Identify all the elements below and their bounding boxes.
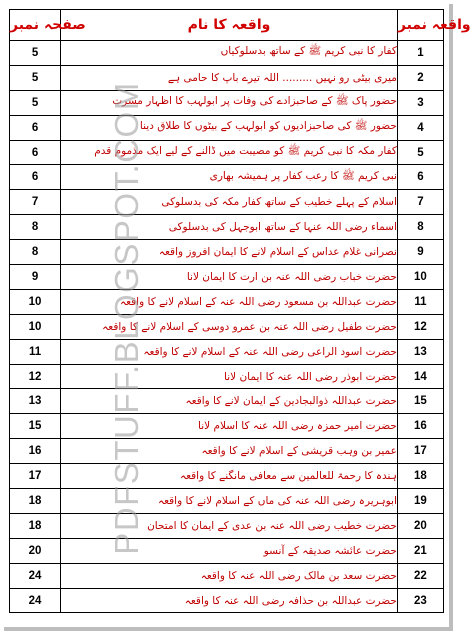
event-title-cell: ہندہ کا رحمۃ للعالمین سے معافی مانگنے کا واقعہ bbox=[61, 464, 398, 489]
page-number-cell: 8 bbox=[10, 240, 61, 265]
table-row bbox=[10, 563, 444, 588]
page-number-cell: 15 bbox=[10, 414, 61, 439]
page-number-cell: 16 bbox=[10, 439, 61, 464]
page-number-cell: 6 bbox=[10, 115, 61, 140]
event-title-cell: نبی کریم ﷺ کا رعب کفار پر ہمیشہ بھاری bbox=[61, 165, 398, 190]
event-number-cell: 23 bbox=[397, 588, 443, 613]
event-title-cell: حضرت خباب رضی اللہ عنہ بن ارت کا ایمان لانا bbox=[61, 265, 398, 290]
page-number-cell: 18 bbox=[10, 513, 61, 538]
table-row bbox=[10, 289, 444, 314]
event-number-cell: 13 bbox=[397, 339, 443, 364]
event-number-cell: 9 bbox=[397, 240, 443, 265]
page-number-cell: 5 bbox=[10, 41, 61, 66]
event-number-cell: 22 bbox=[397, 563, 443, 588]
table-row bbox=[10, 140, 444, 165]
event-number-cell: 19 bbox=[397, 489, 443, 514]
table-row bbox=[10, 389, 444, 414]
event-title-cell: حضرت طفیل رضی اللہ عنہ بن عمرو دوسی کے اسلام لانے کا واقعہ bbox=[61, 314, 398, 339]
page-number-cell: 10 bbox=[10, 289, 61, 314]
contents-table bbox=[9, 9, 471, 613]
page-number-cell: 10 bbox=[10, 314, 61, 339]
table-row bbox=[10, 41, 444, 66]
contents-body bbox=[10, 41, 444, 613]
event-number-cell: 2 bbox=[397, 65, 443, 90]
table-row bbox=[10, 364, 444, 389]
event-title-cell: اسلام کے پہلے خطیب کے ساتھ کفار مکہ کی بدسلوکی bbox=[61, 190, 398, 215]
event-title-cell: حضرت عبداللہ ذوالبجادین کے ایمان لانے کا واقعہ bbox=[61, 389, 398, 414]
table-row bbox=[10, 414, 444, 439]
event-number-cell: 8 bbox=[397, 215, 443, 240]
event-number-cell: 1 bbox=[397, 41, 443, 66]
page-number-cell: 5 bbox=[10, 90, 61, 115]
event-title-cell: کفار کا نبی کریم ﷺ کے ساتھ بدسلوکیاں bbox=[61, 41, 398, 66]
page-number-cell: 12 bbox=[10, 364, 61, 389]
table-row bbox=[10, 513, 444, 538]
event-number-cell: 14 bbox=[397, 364, 443, 389]
event-number-cell: 6 bbox=[397, 165, 443, 190]
event-title-cell: حضرت عبداللہ بن حذافہ رضی اللہ عنہ کا واقعہ bbox=[61, 588, 398, 613]
table-row bbox=[10, 165, 444, 190]
event-number-cell: 12 bbox=[397, 314, 443, 339]
page-number-cell: 9 bbox=[10, 265, 61, 290]
event-title-cell: حضرت اسود الراعی رضی اللہ عنہ کے اسلام لانے کا واقعہ bbox=[61, 339, 398, 364]
page-number-cell: 8 bbox=[10, 215, 61, 240]
event-title-cell: کفار مکہ کا نبی کریم ﷺ کو مصیبت میں ڈالنے کے لیے ایک مذموم قدم bbox=[61, 140, 398, 165]
event-number-cell: 16 bbox=[397, 414, 443, 439]
event-title-cell: حضرت سعد بن مالک رضی اللہ عنہ کا واقعہ bbox=[61, 563, 398, 588]
table-row bbox=[10, 538, 444, 563]
table-row bbox=[10, 240, 444, 265]
table-row bbox=[10, 215, 444, 240]
page-number-cell: 24 bbox=[10, 563, 61, 588]
event-title-cell: میری بیٹی رو نہیں ......... اللہ تیرے باپ کا حامی ہے bbox=[61, 65, 398, 90]
table-row bbox=[10, 90, 444, 115]
event-number-cell: 7 bbox=[397, 190, 443, 215]
table-row bbox=[10, 489, 444, 514]
table-header-row bbox=[10, 10, 444, 41]
event-title-cell: نصرانی غلام عداس کے اسلام لانے کا ایمان افروز واقعہ bbox=[61, 240, 398, 265]
header-event-name: واقعہ کا نام bbox=[61, 10, 398, 41]
table-row bbox=[10, 265, 444, 290]
page-number-cell: 20 bbox=[10, 538, 61, 563]
event-number-cell: 18 bbox=[397, 464, 443, 489]
header-event-number: واقعہ نمبر bbox=[397, 10, 443, 41]
page-number-cell: 7 bbox=[10, 190, 61, 215]
page-number-cell: 13 bbox=[10, 389, 61, 414]
table-row bbox=[10, 464, 444, 489]
table-row bbox=[10, 588, 444, 613]
event-title-cell: حضرت ابوذر رضی اللہ عنہ کا ایمان لانا bbox=[61, 364, 398, 389]
event-title-cell: ابوہریرہ رضی اللہ عنہ کی ماں کے اسلام لانے کا واقعہ bbox=[61, 489, 398, 514]
event-title-cell: حضرت عائشہ صدیقہ کے آنسو bbox=[61, 538, 398, 563]
event-number-cell: 3 bbox=[397, 90, 443, 115]
table-row bbox=[10, 65, 444, 90]
page-number-cell: 6 bbox=[10, 165, 61, 190]
page-number-cell: 11 bbox=[10, 339, 61, 364]
table-row bbox=[10, 439, 444, 464]
event-title-cell: حضور پاک ﷺ کے صاحبزادے کی وفات پر ابولہب کا اظہار مسرت bbox=[61, 90, 398, 115]
event-number-cell: 21 bbox=[397, 538, 443, 563]
event-title-cell: حضرت عبداللہ بن مسعود رضی اللہ عنہ کے اسلام لانے کا واقعہ bbox=[61, 289, 398, 314]
event-title-cell: اسماء رضی اللہ عنہا کے ساتھ ابوجہل کی بدسلوکی bbox=[61, 215, 398, 240]
event-number-cell: 20 bbox=[397, 513, 443, 538]
table-row bbox=[10, 339, 444, 364]
header-page-number: صفحہ نمبر bbox=[10, 10, 61, 41]
event-number-cell: 10 bbox=[397, 265, 443, 290]
page-number-cell: 24 bbox=[10, 588, 61, 613]
event-number-cell: 11 bbox=[397, 289, 443, 314]
table-row bbox=[10, 115, 444, 140]
event-number-cell: 17 bbox=[397, 439, 443, 464]
event-number-cell: 15 bbox=[397, 389, 443, 414]
watermark: PDFSTUFF.BLOGSPOT.COM bbox=[108, 81, 145, 555]
event-title-cell: عمیر بن وہب قریشی کے اسلام لانے کا واقعہ bbox=[61, 439, 398, 464]
event-title-cell: حضرت امیر حمزہ رضی اللہ عنہ کا اسلام لانا bbox=[61, 414, 398, 439]
event-title-cell: حضور ﷺ کی صاحبزادیوں کو ابولہب کے بیٹوں کا طلاق دینا bbox=[61, 115, 398, 140]
event-number-cell: 4 bbox=[397, 115, 443, 140]
event-number-cell: 5 bbox=[397, 140, 443, 165]
table-row bbox=[10, 190, 444, 215]
page-number-cell: 6 bbox=[10, 140, 61, 165]
event-title-cell: حضرت خطیب رضی اللہ عنہ بن عدی کے ایمان کا امتحان bbox=[61, 513, 398, 538]
page-number-cell: 18 bbox=[10, 489, 61, 514]
page-number-cell: 17 bbox=[10, 464, 61, 489]
page-number-cell: 5 bbox=[10, 65, 61, 90]
table-row bbox=[10, 314, 444, 339]
